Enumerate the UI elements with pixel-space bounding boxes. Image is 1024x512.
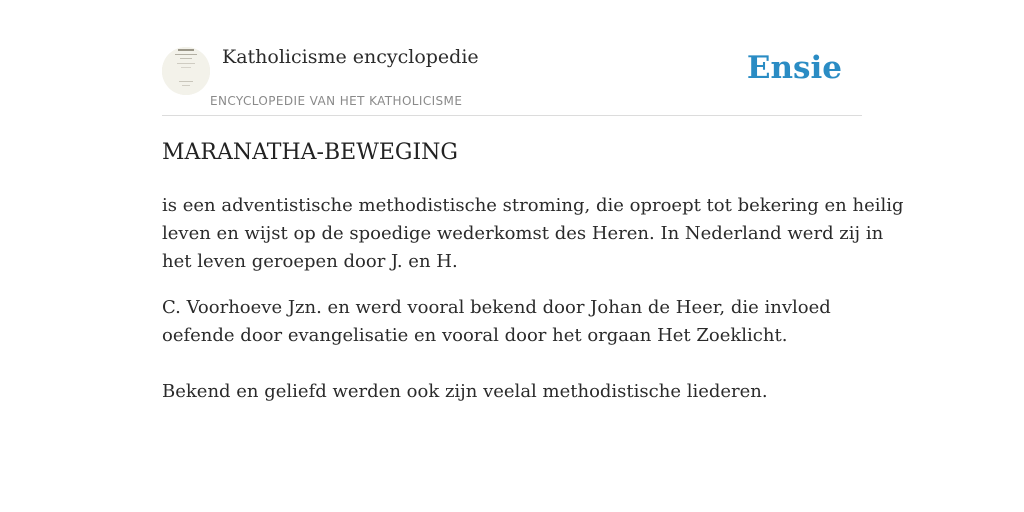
brand-logo[interactable]: Ensie — [746, 50, 842, 86]
entry-line: C. Voorhoeve Jzn. en werd vooral bekend door Johan de Heer, die invloed — [162, 297, 831, 318]
entry-title: MARANATHA-BEWEGING — [162, 140, 458, 165]
entry-line: leven en wijst op de spoedige wederkomst des Heren. In Nederland werd zij in — [162, 223, 884, 244]
entry-body — [162, 192, 904, 406]
site-title[interactable]: Katholicisme encyclopedie — [222, 46, 479, 68]
entry-line: is een adventistische methodistische stroming, die oproept tot bekering en heilig — [162, 195, 904, 216]
page — [162, 0, 904, 512]
entry-line: het leven geroepen door J. en H. — [162, 251, 458, 272]
entry-line: oefende door evangelisatie en vooral door het orgaan Het Zoeklicht. — [162, 325, 788, 346]
entry-paragraph-2 — [162, 294, 862, 350]
book-cover-icon[interactable] — [162, 47, 210, 95]
header-divider — [162, 115, 862, 116]
entry-line: Bekend en geliefd werden ook zijn veelal methodistische liederen. — [162, 381, 768, 402]
entry-paragraph-1 — [162, 192, 904, 276]
site-subtitle: ENCYCLOPEDIE VAN HET KATHOLICISME — [210, 94, 463, 108]
entry-paragraph-3 — [162, 378, 862, 406]
